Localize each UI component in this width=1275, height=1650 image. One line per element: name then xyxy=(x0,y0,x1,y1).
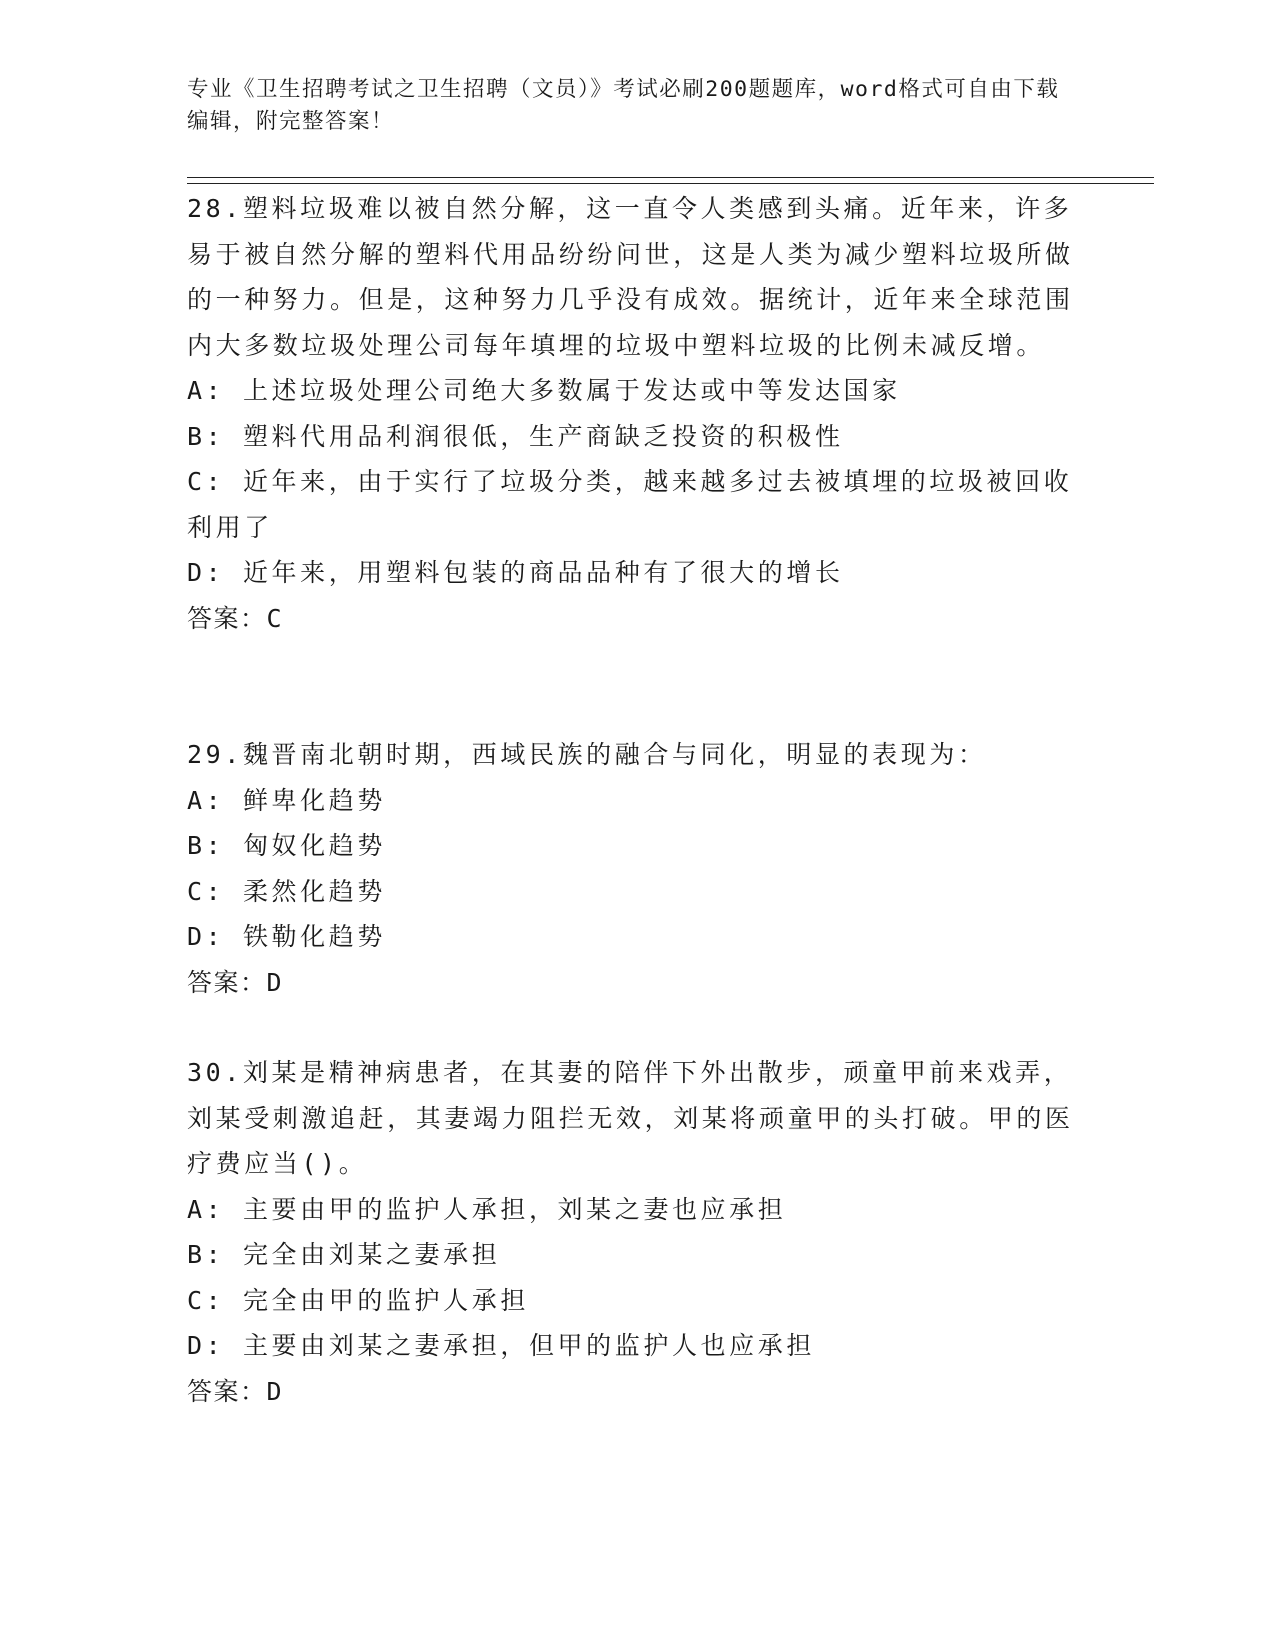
option-c: C: 柔然化趋势 xyxy=(187,876,386,906)
question-stem: 28.塑料垃圾难以被自然分解，这一直令人类感到头痛。近年来，许多易于被自然分解的塑料代用品纷纷问世，这是人类为减少塑料垃圾所做的一种努力。但是，这种努力几乎没有成效。据统计，近年来全球范围内大多数垃圾处理公司每年填埋的垃圾中塑料垃圾的比例未减反增。 xyxy=(187,194,1074,360)
question-stem: 29.魏晋南北朝时期，西域民族的融合与同化，明显的表现为： xyxy=(187,740,987,769)
option-a: A: 上述垃圾处理公司绝大多数属于发达或中等发达国家 xyxy=(187,376,901,405)
option-c: C: 完全由甲的监护人承担 xyxy=(187,1285,529,1315)
question-stem: 30.刘某是精神病患者，在其妻的陪伴下外出散步，顽童甲前来戏弄，刘某受刺激追赶，其妻竭力阻拦无效，刘某将顽童甲的头打破。甲的医疗费应当()。 xyxy=(187,1058,1074,1178)
answer-text: 答案：D xyxy=(187,1376,284,1406)
option-c: C: 近年来，由于实行了垃圾分类，越来越多过去被填埋的垃圾被回收利用了 xyxy=(187,467,1073,542)
option-d: D: 铁勒化趋势 xyxy=(187,922,386,951)
document-header: 专业《卫生招聘考试之卫生招聘（文员）》考试必刷200题题库，word格式可自由下载编辑，附完整答案！ xyxy=(187,77,1060,134)
answer-text: 答案：C xyxy=(187,603,284,633)
question-28 xyxy=(187,186,1087,641)
question-29 xyxy=(187,732,1087,1005)
header-divider-top xyxy=(187,177,1154,178)
header-divider-bottom xyxy=(187,183,1154,184)
question-30 xyxy=(187,1050,1087,1414)
option-b: B: 匈奴化趋势 xyxy=(187,831,386,860)
option-d: D: 主要由刘某之妻承担，但甲的监护人也应承担 xyxy=(187,1331,815,1360)
option-d: D: 近年来，用塑料包装的商品品种有了很大的增长 xyxy=(187,558,844,587)
option-a: A: 鲜卑化趋势 xyxy=(187,785,386,815)
answer-text: 答案：D xyxy=(187,967,284,997)
option-b: B: 塑料代用品利润很低，生产商缺乏投资的积极性 xyxy=(187,421,844,451)
option-a: A: 主要由甲的监护人承担，刘某之妻也应承担 xyxy=(187,1194,787,1224)
option-b: B: 完全由刘某之妻承担 xyxy=(187,1240,501,1269)
